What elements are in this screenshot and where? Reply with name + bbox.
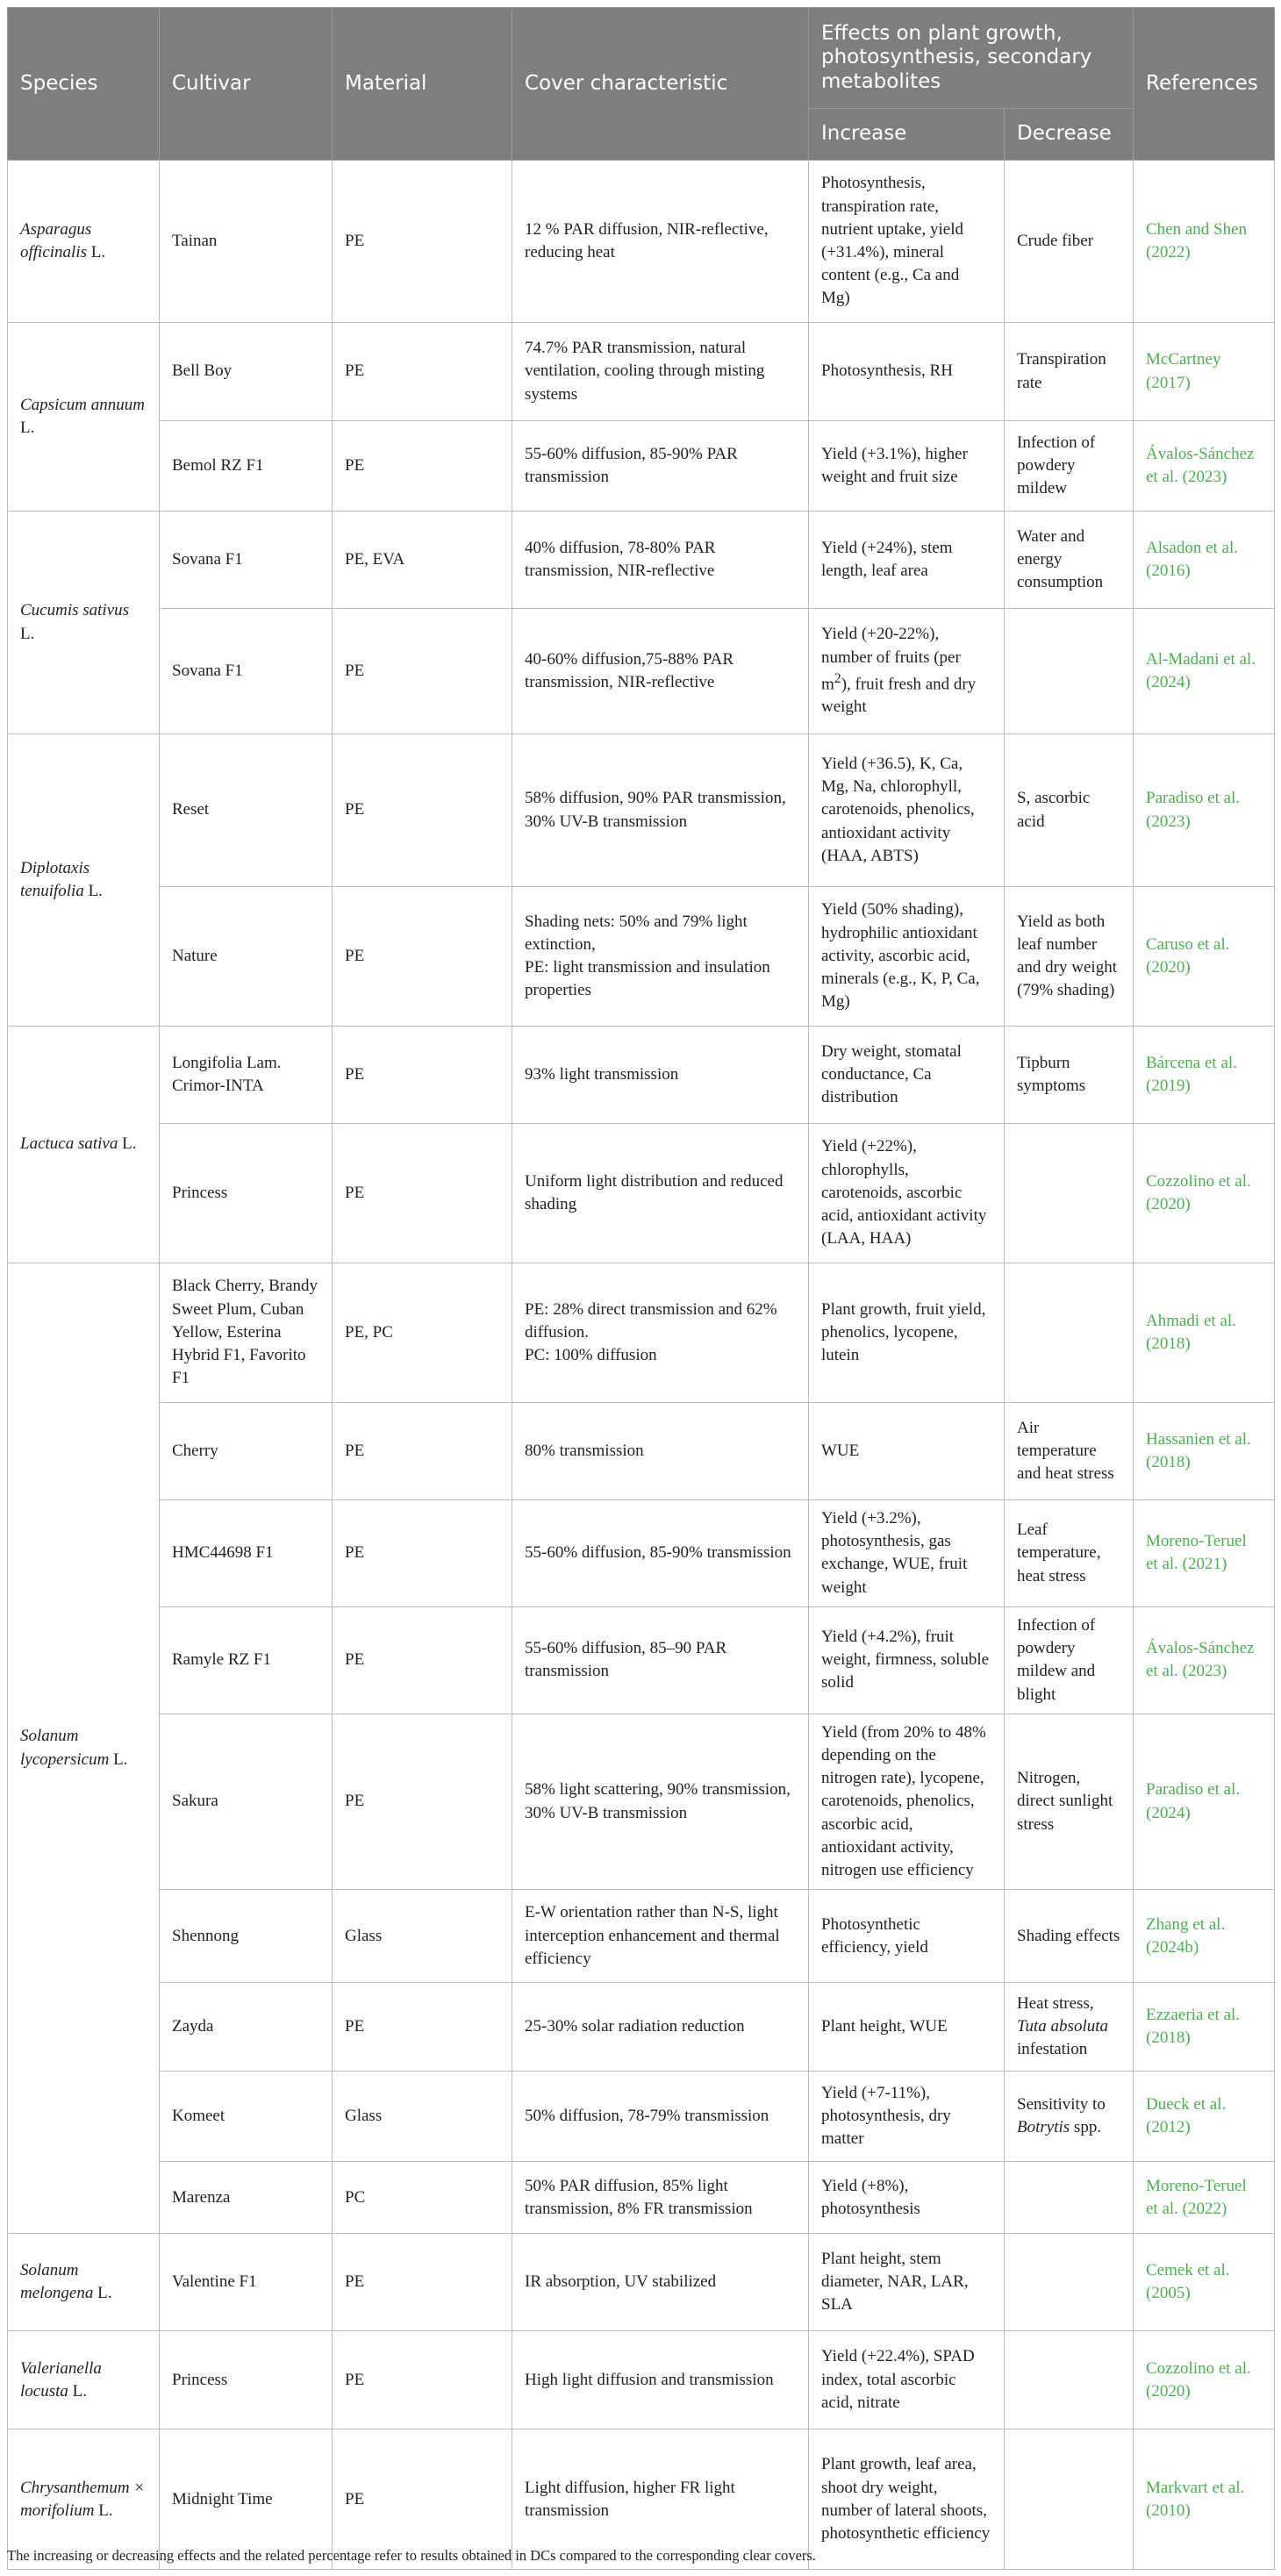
decrease-cell: S, ascorbic acid (1005, 734, 1134, 887)
cultivar-cell: Black Cherry, Brandy Sweet Plum, Cuban Yellow, Esterina Hybrid F1, Favorito F1 (160, 1263, 333, 1403)
table-row (8, 1403, 1275, 1500)
table-row (8, 1714, 1275, 1890)
cultivar-cell: Longifolia Lam. Crimor-INTA (160, 1027, 333, 1124)
reference-link[interactable]: Caruso et al. (2020) (1134, 887, 1275, 1027)
cultivar-cell: Bell Boy (160, 323, 333, 421)
cultivar-cell: Princess (160, 1124, 333, 1263)
table-row (8, 2331, 1275, 2429)
increase-cell: Yield (+4.2%), fruit weight, firmness, soluble solid (809, 1606, 1005, 1714)
reference-link[interactable]: Ávalos-Sánchez et al. (2023) (1134, 1606, 1275, 1714)
increase-cell: Dry weight, stomatal conductance, Ca distribution (809, 1027, 1005, 1124)
material-cell: PE (333, 1983, 512, 2072)
cultivar-cell: Ramyle RZ F1 (160, 1606, 333, 1714)
increase-cell: Yield (+24%), stem length, leaf area (809, 512, 1005, 609)
cultivar-cell: Sakura (160, 1714, 333, 1890)
decrease-cell: Sensitivity to Botrytis spp. (1005, 2072, 1134, 2162)
cultivar-cell: HMC44698 F1 (160, 1500, 333, 1607)
cultivar-cell: Princess (160, 2331, 333, 2429)
reference-link[interactable]: Hassanien et al. (2018) (1134, 1403, 1275, 1500)
material-cell: PE (333, 1500, 512, 1607)
species-cell: Cucumis sativus L. (8, 512, 160, 734)
increase-cell: Photosynthesis, transpiration rate, nutrient uptake, yield (+31.4%), mineral content (e.g., Ca and Mg) (809, 161, 1005, 323)
reference-link[interactable]: Chen and Shen (2022) (1134, 161, 1275, 323)
cover-cell: 58% light scattering, 90% transmission, 30% UV-B transmission (512, 1714, 809, 1890)
table-row (8, 1027, 1275, 1124)
decrease-cell: Infection of powdery mildew (1005, 421, 1134, 512)
cultivar-cell: Zayda (160, 1983, 333, 2072)
header-references: References (1134, 8, 1275, 161)
increase-cell: Photosynthesis, RH (809, 323, 1005, 421)
reference-link[interactable]: Moreno-Teruel et al. (2021) (1134, 1500, 1275, 1607)
decrease-cell: Shading effects (1005, 1890, 1134, 1983)
cultivar-cell: Cherry (160, 1403, 333, 1500)
species-cell: Chrysanthemum × morifolium L. (8, 2429, 160, 2570)
material-cell: PE (333, 1124, 512, 1263)
decrease-cell: Yield as both leaf number and dry weight (79% shading) (1005, 887, 1134, 1027)
increase-cell: Yield (+3.2%), photosynthesis, gas exchange, WUE, fruit weight (809, 1500, 1005, 1607)
reference-link[interactable]: McCartney (2017) (1134, 323, 1275, 421)
table-footnote: The increasing or decreasing effects and the related percentage refer to results obtained in DCs compared to the corresponding clear covers. (7, 2547, 816, 2564)
cultivar-cell: Valentine F1 (160, 2234, 333, 2331)
reference-link[interactable]: Markvart et al. (2010) (1134, 2429, 1275, 2570)
increase-cell: Yield (+20-22%), number of fruits (per $m^2$), fruit fresh and dry weight (809, 609, 1005, 734)
material-cell: PE (333, 1606, 512, 1714)
table-row (8, 1500, 1275, 1607)
species-cell: Diplotaxis tenuifolia L. (8, 734, 160, 1027)
increase-cell: Plant height, WUE (809, 1983, 1005, 2072)
material-cell: PE (333, 734, 512, 887)
table-row (8, 2162, 1275, 2234)
species-cell: Solanum lycopersicum L. (8, 1263, 160, 2234)
decrease-cell (1005, 2234, 1134, 2331)
increase-cell: Plant growth, fruit yield, phenolics, lycopene, lutein (809, 1263, 1005, 1403)
decrease-cell: Tipburn symptoms (1005, 1027, 1134, 1124)
increase-cell: Yield (+3.1%), higher weight and fruit size (809, 421, 1005, 512)
cover-cell: PE: 28% direct transmission and 62% diffusion. PC: 100% diffusion (512, 1263, 809, 1403)
reference-link[interactable]: Al-Madani et al. (2024) (1134, 609, 1275, 734)
material-cell: Glass (333, 1890, 512, 1983)
species-cell: Asparagus officinalis L. (8, 161, 160, 323)
increase-cell: WUE (809, 1403, 1005, 1500)
table-row (8, 1890, 1275, 1983)
increase-cell: Yield (+8%), photosynthesis (809, 2162, 1005, 2234)
cultivar-cell: Nature (160, 887, 333, 1027)
material-cell: PE (333, 2429, 512, 2570)
header-cultivar: Cultivar (160, 8, 333, 161)
decrease-cell: Leaf temperature, heat stress (1005, 1500, 1134, 1607)
cover-cell: 50% diffusion, 78-79% transmission (512, 2072, 809, 2162)
table-row (8, 1124, 1275, 1263)
reference-link[interactable]: Ezzaeria et al. (2018) (1134, 1983, 1275, 2072)
decrease-cell (1005, 2429, 1134, 2570)
table-row (8, 734, 1275, 887)
material-cell: PE, EVA (333, 512, 512, 609)
decrease-cell: Heat stress, Tuta absoluta infestation (1005, 1983, 1134, 2072)
material-cell: PE (333, 609, 512, 734)
increase-cell: Yield (50% shading), hydrophilic antioxidant activity, ascorbic acid, minerals (e.g., K, P, Ca, Mg) (809, 887, 1005, 1027)
table-row (8, 609, 1275, 734)
decrease-cell: Nitrogen, direct sunlight stress (1005, 1714, 1134, 1890)
cover-cell: 50% PAR diffusion, 85% light transmission, 8% FR transmission (512, 2162, 809, 2234)
cover-cell: 58% diffusion, 90% PAR transmission, 30% UV-B transmission (512, 734, 809, 887)
decrease-cell (1005, 1263, 1134, 1403)
material-cell: PE (333, 887, 512, 1027)
increase-cell: Yield (+7-11%), photosynthesis, dry matter (809, 2072, 1005, 2162)
cover-cell: 93% light transmission (512, 1027, 809, 1124)
decrease-cell: Transpiration rate (1005, 323, 1134, 421)
species-cell: Lactuca sativa L. (8, 1027, 160, 1263)
decrease-cell: Air temperature and heat stress (1005, 1403, 1134, 1500)
material-cell: PE (333, 2331, 512, 2429)
reference-link[interactable]: Ávalos-Sánchez et al. (2023) (1134, 421, 1275, 512)
increase-cell: Photosynthetic efficiency, yield (809, 1890, 1005, 1983)
table-row (8, 2072, 1275, 2162)
decrease-cell (1005, 2331, 1134, 2429)
cover-cell: Light diffusion, higher FR light transmission (512, 2429, 809, 2570)
table-row (8, 2234, 1275, 2331)
increase-cell: Plant height, stem diameter, NAR, LAR, SLA (809, 2234, 1005, 2331)
table-row (8, 512, 1275, 609)
cover-cell: 55-60% diffusion, 85-90% transmission (512, 1500, 809, 1607)
cover-cell: 80% transmission (512, 1403, 809, 1500)
cover-cell: High light diffusion and transmission (512, 2331, 809, 2429)
material-cell: Glass (333, 2072, 512, 2162)
cultivar-cell: Marenza (160, 2162, 333, 2234)
material-cell: PE, PC (333, 1263, 512, 1403)
reference-link[interactable]: Moreno-Teruel et al. (2022) (1134, 2162, 1275, 2234)
reference-link[interactable]: Zhang et al. (2024b) (1134, 1890, 1275, 1983)
material-cell: PE (333, 421, 512, 512)
material-cell: PE (333, 1027, 512, 1124)
increase-cell: Yield (+36.5), K, Ca, Mg, Na, chlorophyll, carotenoids, phenolics, antioxidant activity (HAA, ABTS) (809, 734, 1005, 887)
cover-cell: 25-30% solar radiation reduction (512, 1983, 809, 2072)
reference-link[interactable]: Cozzolino et al. (2020) (1134, 2331, 1275, 2429)
cultivar-cell: Bemol RZ F1 (160, 421, 333, 512)
header-species: Species (8, 8, 160, 161)
reference-link[interactable]: Ahmadi et al. (2018) (1134, 1263, 1275, 1403)
cover-cell: 40% diffusion, 78-80% PAR transmission, NIR-reflective (512, 512, 809, 609)
header-decrease: Decrease (1005, 109, 1134, 161)
cover-cell: Shading nets: 50% and 79% light extinction, PE: light transmission and insulation properties (512, 887, 809, 1027)
data-table (7, 7, 1275, 2570)
increase-cell: Yield (+22%), chlorophylls, carotenoids, ascorbic acid, antioxidant activity (LAA, HAA) (809, 1124, 1005, 1263)
cover-cell: 40-60% diffusion,75-88% PAR transmission, NIR-reflective (512, 609, 809, 734)
decrease-cell (1005, 1124, 1134, 1263)
cultivar-cell: Komeet (160, 2072, 333, 2162)
cover-cell: 55-60% diffusion, 85-90% PAR transmission (512, 421, 809, 512)
header-row (8, 8, 1275, 109)
species-cell: Valerianella locusta L. (8, 2331, 160, 2429)
increase-cell: Yield (+22.4%), SPAD index, total ascorbic acid, nitrate (809, 2331, 1005, 2429)
cultivar-cell: Shennong (160, 1890, 333, 1983)
table-row (8, 1983, 1275, 2072)
reference-link[interactable]: Paradiso et al. (2024) (1134, 1714, 1275, 1890)
header-increase: Increase (809, 109, 1005, 161)
reference-link[interactable]: Cemek et al. (2005) (1134, 2234, 1275, 2331)
decrease-cell: Infection of powdery mildew and blight (1005, 1606, 1134, 1714)
material-cell: PE (333, 1714, 512, 1890)
decrease-cell (1005, 609, 1134, 734)
cover-cell: E-W orientation rather than N-S, light interception enhancement and thermal efficiency (512, 1890, 809, 1983)
species-cell: Capsicum annuum L. (8, 323, 160, 512)
table-row (8, 323, 1275, 421)
reference-link[interactable]: Paradiso et al. (2023) (1134, 734, 1275, 887)
cultivar-cell: Sovana F1 (160, 609, 333, 734)
decrease-cell: Water and energy consumption (1005, 512, 1134, 609)
header-material: Material (333, 8, 512, 161)
material-cell: PE (333, 161, 512, 323)
reference-link[interactable]: Dueck et al. (2012) (1134, 2072, 1275, 2162)
increase-cell: Yield (from 20% to 48% depending on the nitrogen rate), lycopene, carotenoids, phenolics, ascorbic acid, antioxidant activity, nitrogen use efficiency (809, 1714, 1005, 1890)
table-row (8, 1606, 1275, 1714)
cultivar-cell: Reset (160, 734, 333, 887)
cover-cell: 74.7% PAR transmission, natural ventilation, cooling through misting systems (512, 323, 809, 421)
reference-link[interactable]: Alsadon et al. (2016) (1134, 512, 1275, 609)
table-row (8, 1263, 1275, 1403)
table-row (8, 421, 1275, 512)
header-cover: Cover characteristic (512, 8, 809, 161)
cultivar-cell: Sovana F1 (160, 512, 333, 609)
cultivar-cell: Midnight Time (160, 2429, 333, 2570)
decrease-cell: Crude fiber (1005, 161, 1134, 323)
cover-cell: 12 % PAR diffusion, NIR-reflective, reducing heat (512, 161, 809, 323)
cover-cell: IR absorption, UV stabilized (512, 2234, 809, 2331)
reference-link[interactable]: Bárcena et al. (2019) (1134, 1027, 1275, 1124)
table-row (8, 161, 1275, 323)
species-cell: Solanum melongena L. (8, 2234, 160, 2331)
cover-cell: Uniform light distribution and reduced shading (512, 1124, 809, 1263)
material-cell: PE (333, 323, 512, 421)
cover-cell: 55-60% diffusion, 85–90 PAR transmission (512, 1606, 809, 1714)
increase-cell: Plant growth, leaf area, shoot dry weight, number of lateral shoots, photosynthetic efficiency (809, 2429, 1005, 2570)
header-effects: Effects on plant growth, photosynthesis, secondary metabolites (809, 8, 1134, 109)
material-cell: PC (333, 2162, 512, 2234)
material-cell: PE (333, 2234, 512, 2331)
table-row (8, 887, 1275, 1027)
cultivar-cell: Tainan (160, 161, 333, 323)
decrease-cell (1005, 2162, 1134, 2234)
reference-link[interactable]: Cozzolino et al. (2020) (1134, 1124, 1275, 1263)
material-cell: PE (333, 1403, 512, 1500)
